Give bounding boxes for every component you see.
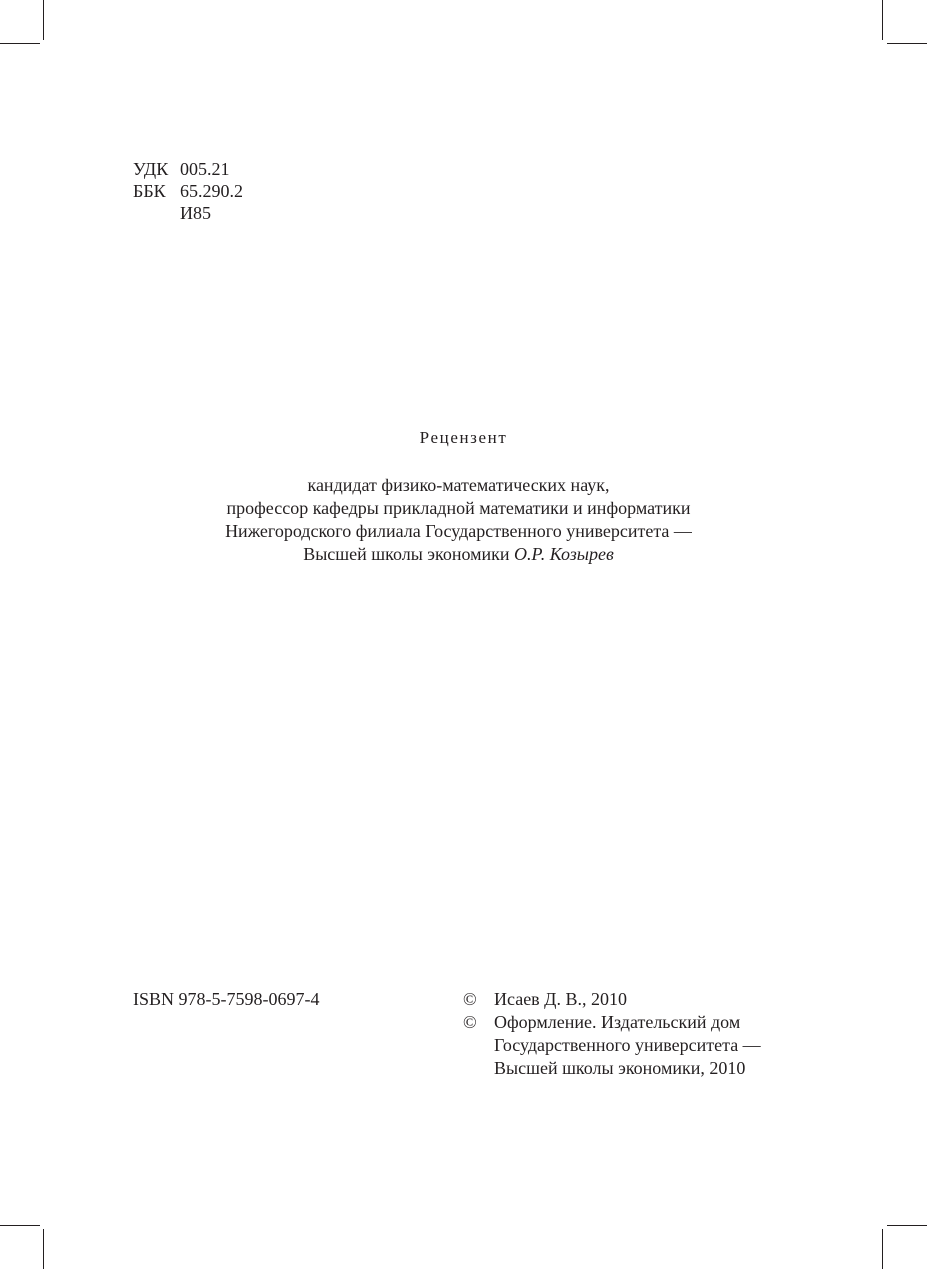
copyright-text (494, 1011, 761, 1080)
reviewer-line: кандидат физико-математических наук, (307, 475, 610, 495)
reviewer-line-prefix: Высшей школы экономики (303, 544, 515, 564)
udc-value: 005.21 (180, 159, 230, 179)
bbk-row (133, 180, 243, 202)
copyright-symbol: © (463, 1012, 477, 1032)
author-mark-row (133, 202, 243, 224)
reviewer-line: профессор кафедры прикладной математики и информатики (226, 498, 691, 518)
reviewer-heading: Рецензент (419, 428, 508, 447)
reviewer-description (0, 474, 917, 566)
copyright-line: Высшей школы экономики, 2010 (494, 1058, 746, 1078)
crop-mark-bottom-left-vertical (43, 1229, 44, 1269)
isbn: ISBN 978-5-7598-0697-4 (133, 989, 320, 1009)
bbk-label: ББК (133, 181, 166, 201)
crop-mark-top-left-vertical (43, 0, 44, 40)
crop-mark-top-right-vertical (882, 0, 883, 40)
crop-mark-bottom-left-horizontal (0, 1225, 40, 1226)
reviewer-name: О.Р. Козырев (514, 544, 614, 564)
udc-row (133, 158, 243, 180)
crop-mark-top-left-horizontal (0, 43, 40, 44)
udc-label: УДК (133, 159, 169, 179)
copyright-text (494, 988, 627, 1011)
copyright-line: Государственного университета — (494, 1035, 761, 1055)
author-mark-value: И85 (180, 203, 211, 223)
copyright-block (463, 988, 761, 1080)
copyright-line: Оформление. Издательский дом (494, 1012, 741, 1032)
reviewer-line: Нижегородского филиала Государственного университета — (225, 521, 692, 541)
bbk-value: 65.290.2 (180, 181, 243, 201)
crop-mark-top-right-horizontal (887, 43, 927, 44)
author-mark-label (133, 202, 180, 224)
copyright-item (463, 988, 761, 1011)
crop-mark-bottom-right-horizontal (887, 1225, 927, 1226)
reviewer-line (0, 543, 917, 566)
classification-codes (133, 158, 243, 224)
copyright-item (463, 1011, 761, 1080)
copyright-line: Исаев Д. В., 2010 (494, 989, 627, 1009)
crop-mark-bottom-right-vertical (882, 1229, 883, 1269)
copyright-symbol: © (463, 989, 477, 1009)
